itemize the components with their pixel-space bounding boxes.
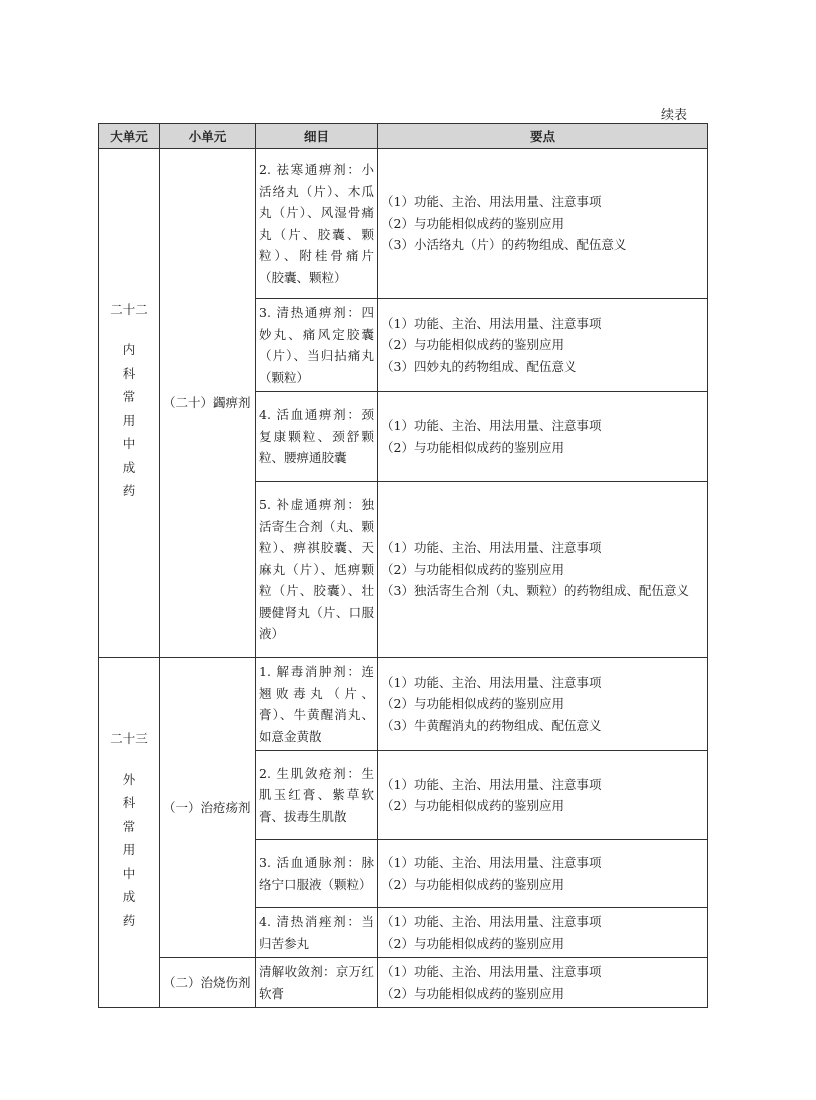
key-point: （1）功能、主治、用法用量、注意事项: [381, 964, 602, 979]
detail-cell: 2. 祛寒通痹剂：小活络丸（片）、木瓜丸（片）、风湿骨痛丸（片、胶囊、颗粒）、附桂骨痛片（胶囊、颗粒）: [256, 149, 378, 299]
key-point: （2）与功能相似成药的鉴别应用: [381, 876, 564, 892]
detail-cell: 清解收敛剂：京万红软膏: [256, 958, 378, 1008]
detail-cell: 5. 补虚通痹剂：独活寄生合剂（丸、颗粒）、痹祺胶囊、天麻丸（片）、尪痹颗粒（片、胶囊）、壮腰健肾丸（片、口服液）: [256, 482, 378, 658]
key-points-cell: [378, 482, 708, 658]
table-row: [99, 658, 708, 751]
key-point: （1）功能、主治、用法用量、注意事项: [381, 674, 602, 690]
key-point: （2）与功能相似成药的鉴别应用: [381, 215, 564, 231]
key-points-cell: [378, 908, 708, 958]
header-major-unit: 大单元: [99, 124, 160, 149]
key-point: （3）独活寄生合剂（丸、颗粒）的药物组成、配伍意义: [381, 583, 689, 599]
detail-cell: 3. 活血通脉剂：脉络宁口服液（颗粒）: [256, 840, 378, 908]
major-unit-cell: [99, 658, 160, 1008]
key-point: （1）功能、主治、用法用量、注意事项: [381, 540, 602, 556]
continued-table-label: 续表: [661, 108, 688, 123]
key-points-cell: [378, 751, 708, 840]
key-point: （2）与功能相似成药的鉴别应用: [381, 337, 564, 353]
detail-cell: 4. 活血通痹剂：颈复康颗粒、颈舒颗粒、腰痹通胶囊: [256, 392, 378, 482]
header-sub-unit: 小单元: [160, 124, 256, 149]
key-point: （1）功能、主治、用法用量、注意事项: [381, 315, 602, 331]
key-point: （1）功能、主治、用法用量、注意事项: [381, 194, 602, 210]
key-points-cell: [378, 958, 708, 1008]
key-point: （1）功能、主治、用法用量、注意事项: [381, 418, 602, 433]
major-unit-number: 二十三: [110, 731, 148, 746]
detail-cell: 1. 解毒消肿剂：连翘败毒丸（片、膏）、牛黄醒消丸、如意金黄散: [256, 658, 378, 751]
header-key-points: 要点: [378, 124, 708, 149]
key-point: （2）与功能相似成药的鉴别应用: [381, 696, 564, 712]
major-unit-number: 二十二: [110, 301, 148, 317]
key-point: （3）牛黄醒消丸的药物组成、配伍意义: [381, 717, 602, 733]
key-point: （2）与功能相似成药的鉴别应用: [381, 439, 564, 455]
detail-cell: 2. 生肌敛疮剂：生肌玉红膏、紫草软膏、拔毒生肌散: [256, 751, 378, 840]
key-points-cell: [378, 392, 708, 482]
detail-cell: 4. 清热消痤剂：当归苦参丸: [256, 908, 378, 958]
key-points-cell: [378, 840, 708, 908]
key-points-cell: [378, 299, 708, 392]
table-header-row: [99, 124, 708, 149]
major-unit-cell: [99, 149, 160, 658]
key-points-cell: [378, 658, 708, 751]
detail-cell: 3. 清热通痹剂：四妙丸、痛风定胶囊（片）、当归拈痛丸（颗粒）: [256, 299, 378, 392]
major-unit-name: 外科常用中成药: [122, 771, 136, 928]
key-point: （1）功能、主治、用法用量、注意事项: [381, 914, 602, 929]
key-point: （2）与功能相似成药的鉴别应用: [381, 561, 564, 577]
sub-unit-cell: （一）治疮疡剂: [160, 658, 256, 958]
key-points-cell: [378, 149, 708, 299]
sub-unit-cell: （二十）蠲痹剂: [160, 149, 256, 658]
table-row: [99, 149, 708, 299]
sub-unit-cell: （二）治烧伤剂: [160, 958, 256, 1008]
syllabus-table: [98, 123, 708, 1008]
key-point: （1）功能、主治、用法用量、注意事项: [381, 776, 602, 792]
key-point: （2）与功能相似成药的鉴别应用: [381, 798, 564, 813]
key-point: （2）与功能相似成药的鉴别应用: [381, 935, 564, 951]
major-unit-name: 内科常用中成药: [122, 342, 136, 498]
key-point: （3）四妙丸的药物组成、配伍意义: [381, 358, 577, 374]
header-detail: 细目: [256, 124, 378, 149]
table-row: [99, 958, 708, 1008]
key-point: （3）小活络丸（片）的药物组成、配伍意义: [381, 237, 627, 253]
key-point: （1）功能、主治、用法用量、注意事项: [381, 855, 602, 870]
key-point: （2）与功能相似成药的鉴别应用: [381, 985, 564, 1001]
